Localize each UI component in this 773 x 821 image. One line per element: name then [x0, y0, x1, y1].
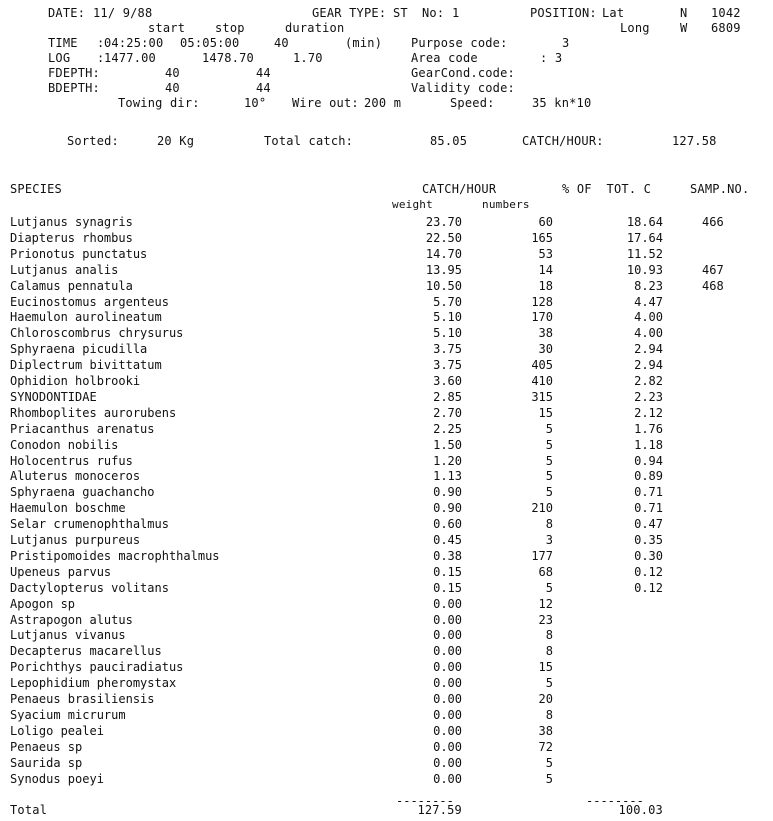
- table-row: [0, 295, 773, 309]
- species-name: Calamus pennatula: [10, 278, 133, 293]
- catch-numbers: 15: [538, 405, 553, 420]
- catch-numbers: 14: [538, 262, 553, 277]
- pct-of-total: 11.52: [626, 246, 663, 261]
- species-name: Penaeus brasiliensis: [10, 692, 155, 706]
- catch-numbers: 68: [538, 564, 553, 579]
- pct-of-total: 4.00: [634, 310, 663, 325]
- species-name: Lutjanus analis: [10, 262, 119, 277]
- catch-weight: 0.45: [433, 533, 462, 547]
- species-name: Sphyraena picudilla: [10, 342, 148, 357]
- catch-weight: 0.00: [433, 707, 462, 722]
- col-stop-heading: stop: [215, 21, 245, 35]
- species-name: SYNODONTIDAE: [10, 389, 97, 404]
- table-row: [0, 501, 773, 515]
- catch-weight: 10.50: [425, 278, 462, 293]
- lat-direction: N: [680, 6, 688, 20]
- table-row: [0, 485, 773, 499]
- fdepth-stop: 44: [256, 66, 271, 80]
- species-name: Selar crumenophthalmus: [10, 517, 169, 532]
- pct-of-total: 2.23: [634, 389, 663, 404]
- species-name: Ophidion holbrooki: [10, 374, 141, 388]
- fdepth-start: 40: [165, 66, 180, 80]
- catch-weight: 5.70: [433, 294, 462, 309]
- species-name: Haemulon aurolineatum: [10, 310, 162, 325]
- catch-weight: 0.38: [433, 548, 462, 563]
- total-catch-label: Total catch:: [264, 134, 354, 148]
- log-stop: 1478.70: [202, 51, 254, 65]
- gear-type-label: GEAR TYPE:: [312, 6, 387, 20]
- table-row: [0, 660, 773, 674]
- catch-weight: 3.60: [433, 374, 462, 388]
- speed-value: 35 kn*10: [532, 96, 592, 110]
- pct-of-total: 0.71: [634, 501, 663, 516]
- date-label: DATE:: [48, 6, 86, 20]
- table-row: [0, 310, 773, 324]
- catch-numbers: 23: [538, 612, 553, 627]
- area-code-label: Area code: [411, 51, 478, 65]
- table-row: [0, 454, 773, 468]
- catch-numbers: 12: [538, 596, 553, 611]
- weight-subheader: weight: [392, 198, 433, 211]
- table-row: [0, 263, 773, 277]
- catch-numbers: 128: [531, 294, 553, 309]
- pct-of-total: 4.00: [634, 326, 663, 341]
- catch-weight: 0.00: [433, 771, 462, 786]
- table-row: [0, 772, 773, 786]
- table-row: [0, 676, 773, 690]
- species-name: Lutjanus vivanus: [10, 628, 126, 643]
- catch-weight: 0.00: [433, 739, 462, 754]
- pct-of-total: 0.94: [634, 453, 663, 468]
- catch-per-hour-value: 127.58: [672, 134, 717, 148]
- long-value: 6809: [711, 21, 741, 35]
- table-row: [0, 326, 773, 340]
- species-name: Decapterus macarellus: [10, 644, 162, 659]
- catch-weight: 1.20: [433, 453, 462, 468]
- pct-of-total: 2.82: [634, 374, 663, 388]
- catch-numbers: 3: [545, 533, 553, 547]
- wire-out-value: 200 m: [364, 96, 402, 110]
- pct-of-total: 2.94: [634, 358, 663, 373]
- sample-number: 467: [702, 262, 724, 277]
- table-row: [0, 438, 773, 452]
- pct-of-total: 4.47: [634, 294, 663, 309]
- table-row: [0, 581, 773, 595]
- species-name: Lutjanus purpureus: [10, 533, 141, 547]
- catch-numbers: 177: [531, 548, 553, 563]
- pct-of-total: 10.93: [626, 262, 663, 277]
- pct-of-total: 0.12: [634, 564, 663, 579]
- pct-of-total: 0.35: [634, 533, 663, 547]
- species-name: Loligo pealei: [10, 723, 104, 738]
- table-row: [0, 692, 773, 706]
- long-label: Long: [620, 21, 650, 35]
- log-duration: 1.70: [293, 51, 323, 65]
- area-code-value: : 3: [540, 51, 563, 65]
- sample-number: 468: [702, 278, 724, 293]
- species-name: Lutjanus synagris: [10, 215, 133, 229]
- catch-weight: 2.70: [433, 405, 462, 420]
- catch-weight: 2.25: [433, 421, 462, 436]
- pct-of-total: 0.12: [634, 580, 663, 595]
- pct-total-column-header: % OF TOT. C: [562, 182, 652, 196]
- table-row: [0, 756, 773, 770]
- pct-of-total: 17.64: [626, 230, 663, 245]
- catch-weight: 3.75: [433, 358, 462, 373]
- lat-value: 1042: [711, 6, 741, 20]
- catch-weight: 0.00: [433, 755, 462, 770]
- catch-numbers: 38: [538, 723, 553, 738]
- bdepth-stop: 44: [256, 81, 271, 95]
- numbers-subheader: numbers: [482, 198, 530, 211]
- table-row: [0, 740, 773, 754]
- col-start-heading: start: [148, 21, 186, 35]
- table-row: [0, 342, 773, 356]
- catch-numbers: 5: [545, 771, 553, 786]
- table-row: [0, 374, 773, 388]
- catch-weight: 1.13: [433, 469, 462, 484]
- species-name: Astrapogon alutus: [10, 612, 133, 627]
- catch-numbers: 5: [545, 755, 553, 770]
- species-name: Priacanthus arenatus: [10, 421, 155, 436]
- species-name: Holocentrus rufus: [10, 453, 133, 468]
- pct-of-total: 2.12: [634, 405, 663, 420]
- catch-hour-column-header: CATCH/HOUR: [422, 182, 497, 196]
- bdepth-start: 40: [165, 81, 180, 95]
- catch-numbers: 5: [545, 421, 553, 436]
- catch-numbers: 5: [545, 676, 553, 691]
- table-row: [0, 517, 773, 531]
- catch-per-hour-label: CATCH/HOUR:: [522, 134, 604, 148]
- lat-label: Lat: [602, 6, 625, 20]
- species-name: Dactylopterus volitans: [10, 580, 169, 595]
- species-name: Chloroscombrus chrysurus: [10, 326, 184, 341]
- table-row: [0, 279, 773, 293]
- species-name: Syacium micrurum: [10, 707, 126, 722]
- weight-total-rule: --------: [396, 794, 454, 808]
- pct-of-total: 0.47: [634, 517, 663, 532]
- species-name: Pristipomoides macrophthalmus: [10, 548, 220, 563]
- catch-numbers: 5: [545, 453, 553, 468]
- catch-numbers: 5: [545, 437, 553, 452]
- pct-of-total: 8.23: [634, 278, 663, 293]
- table-row: [0, 597, 773, 611]
- species-name: Prionotus punctatus: [10, 246, 148, 261]
- species-name: Haemulon boschme: [10, 501, 126, 516]
- table-row: [0, 549, 773, 563]
- gear-type-value: ST: [393, 6, 408, 20]
- catch-weight: 1.50: [433, 437, 462, 452]
- log-start: 1477.00: [104, 51, 156, 65]
- catch-numbers: 38: [538, 326, 553, 341]
- sorted-value: 20 Kg: [157, 134, 195, 148]
- catch-numbers: 18: [538, 278, 553, 293]
- catch-weight: 0.60: [433, 517, 462, 532]
- catch-weight: 5.10: [433, 326, 462, 341]
- catch-weight: 0.15: [433, 564, 462, 579]
- table-row: [0, 708, 773, 722]
- catch-numbers: 15: [538, 660, 553, 675]
- catch-weight: 23.70: [425, 215, 462, 229]
- catch-weight: 2.85: [433, 389, 462, 404]
- table-row: [0, 231, 773, 245]
- table-row: [0, 215, 773, 229]
- time-start: 04:25:00: [104, 36, 164, 50]
- sorted-label: Sorted:: [67, 134, 119, 148]
- catch-numbers: 5: [545, 469, 553, 484]
- validity-code-label: Validity code:: [411, 81, 515, 95]
- catch-numbers: 5: [545, 580, 553, 595]
- species-name: Saurida sp: [10, 755, 83, 770]
- gear-no-label: No:: [422, 6, 445, 20]
- catch-weight: 0.00: [433, 612, 462, 627]
- species-name: Eucinostomus argenteus: [10, 294, 169, 309]
- pct-of-total: 0.89: [634, 469, 663, 484]
- log-label: LOG: [48, 51, 71, 65]
- total-catch-value: 85.05: [430, 134, 468, 148]
- species-name: Conodon nobilis: [10, 437, 119, 452]
- catch-numbers: 170: [531, 310, 553, 325]
- species-name: Rhomboplites aurorubens: [10, 405, 177, 420]
- catch-weight: 0.00: [433, 644, 462, 659]
- pct-of-total: 0.71: [634, 485, 663, 500]
- table-row: [0, 613, 773, 627]
- catch-weight: 0.00: [433, 676, 462, 691]
- catch-weight: 0.90: [433, 485, 462, 500]
- purpose-code-value: 3: [562, 36, 570, 50]
- sample-number-column-header: SAMP.NO.: [690, 182, 750, 196]
- catch-weight: 14.70: [425, 246, 462, 261]
- table-row: [0, 724, 773, 738]
- position-label: POSITION:: [530, 6, 597, 20]
- species-name: Penaeus sp: [10, 739, 83, 754]
- date-value: 11/ 9/88: [93, 6, 153, 20]
- catch-weight: 0.00: [433, 723, 462, 738]
- towing-dir-value: 10°: [244, 96, 267, 110]
- pct-of-total: 1.18: [634, 437, 663, 452]
- pct-total-rule: --------: [586, 794, 644, 808]
- catch-weight: 0.00: [433, 660, 462, 675]
- gear-no-value: 1: [452, 6, 460, 20]
- catch-weight: 0.00: [433, 692, 462, 706]
- towing-dir-label: Towing dir:: [118, 96, 200, 110]
- table-row: [0, 422, 773, 436]
- species-column-header: SPECIES: [10, 182, 62, 196]
- speed-label: Speed:: [450, 96, 495, 110]
- bdepth-label: BDEPTH:: [48, 81, 100, 95]
- time-duration: 40: [274, 36, 289, 50]
- catch-numbers: 5: [545, 485, 553, 500]
- catch-numbers: 165: [531, 230, 553, 245]
- species-name: Diapterus rhombus: [10, 230, 133, 245]
- pct-of-total: 1.76: [634, 421, 663, 436]
- col-duration-heading: duration: [285, 21, 345, 35]
- catch-weight: 0.00: [433, 596, 462, 611]
- catch-weight: 3.75: [433, 342, 462, 357]
- catch-numbers: 30: [538, 342, 553, 357]
- table-row: [0, 533, 773, 547]
- time-stop: 05:05:00: [180, 36, 240, 50]
- catch-weight: 0.15: [433, 580, 462, 595]
- species-name: Diplectrum bivittatum: [10, 358, 162, 373]
- catch-numbers: 8: [545, 707, 553, 722]
- total-label: Total: [10, 803, 48, 817]
- pct-of-total: 0.30: [634, 548, 663, 563]
- species-name: Porichthys pauciradiatus: [10, 660, 184, 675]
- catch-numbers: 72: [538, 739, 553, 754]
- species-name: Lepophidium pheromystax: [10, 676, 177, 691]
- time-label: TIME: [48, 36, 78, 50]
- time-colon: :: [97, 36, 105, 50]
- table-row: [0, 565, 773, 579]
- table-row: [0, 644, 773, 658]
- table-row: [0, 390, 773, 404]
- catch-weight: 5.10: [433, 310, 462, 325]
- catch-numbers: 210: [531, 501, 553, 516]
- species-name: Synodus poeyi: [10, 771, 104, 786]
- catch-numbers: 53: [538, 246, 553, 261]
- catch-numbers: 315: [531, 389, 553, 404]
- table-row: [0, 406, 773, 420]
- catch-weight: 0.90: [433, 501, 462, 516]
- table-row: [0, 358, 773, 372]
- pct-of-total: 18.64: [626, 215, 663, 229]
- total-pct: 100.03: [618, 803, 663, 817]
- catch-weight: 13.95: [425, 262, 462, 277]
- sample-number: 466: [702, 215, 724, 229]
- catch-numbers: 8: [545, 628, 553, 643]
- species-name: Sphyraena guachancho: [10, 485, 155, 500]
- catch-numbers: 405: [531, 358, 553, 373]
- catch-weight: 0.00: [433, 628, 462, 643]
- gearcond-code-label: GearCond.code:: [411, 66, 515, 80]
- catch-numbers: 410: [531, 374, 553, 388]
- catch-weight: 22.50: [425, 230, 462, 245]
- purpose-code-label: Purpose code:: [411, 36, 508, 50]
- total-weight: 127.59: [417, 803, 462, 817]
- species-name: Apogon sp: [10, 596, 76, 611]
- catch-numbers: 8: [545, 517, 553, 532]
- catch-numbers: 60: [538, 215, 553, 229]
- table-row: [0, 628, 773, 642]
- pct-of-total: 2.94: [634, 342, 663, 357]
- catch-numbers: 20: [538, 692, 553, 706]
- catch-numbers: 8: [545, 644, 553, 659]
- wire-out-label: Wire out:: [292, 96, 359, 110]
- fdepth-label: FDEPTH:: [48, 66, 100, 80]
- species-name: Aluterus monoceros: [10, 469, 141, 484]
- species-name: Upeneus parvus: [10, 564, 112, 579]
- time-unit: (min): [345, 36, 383, 50]
- table-row: [0, 469, 773, 483]
- log-colon: :: [97, 51, 105, 65]
- table-row: [0, 247, 773, 261]
- long-direction: W: [680, 21, 688, 35]
